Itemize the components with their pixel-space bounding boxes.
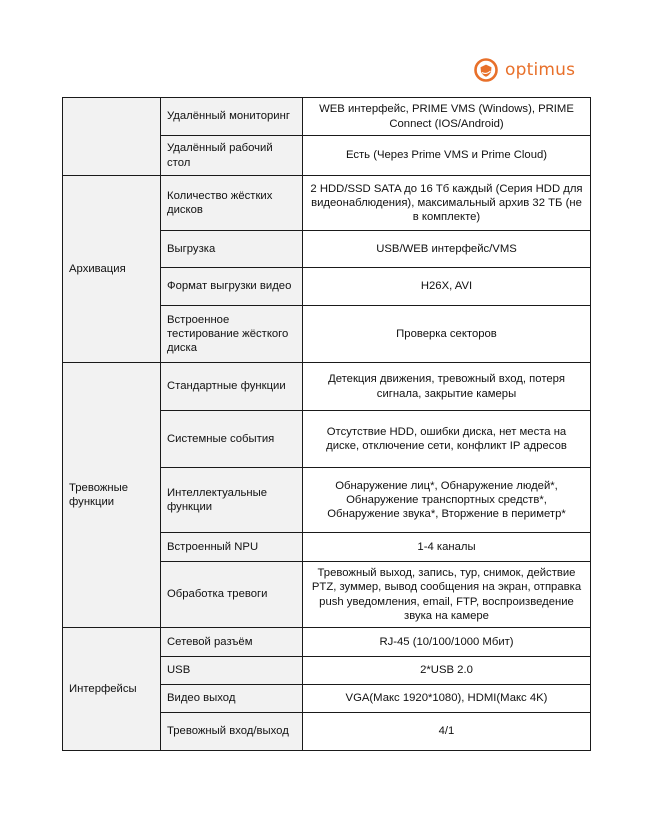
param-value: 2 HDD/SSD SATA до 16 Тб каждый (Серия HDD для видеонаблюдения), максимальный архив 32 ТБ (не в комплекте): [303, 176, 591, 231]
param-value: VGA(Макс 1920*1080), HDMI(Макс 4K): [303, 685, 591, 713]
optimus-shield-logo-icon: [474, 58, 498, 82]
param-value: Детекция движения, тревожный вход, потеря сигнала, закрытие камеры: [303, 363, 591, 411]
param-label: Видео выход: [161, 685, 303, 713]
param-label: USB: [161, 657, 303, 685]
param-value: Проверка секторов: [303, 306, 591, 363]
param-label: Интеллектуальные функции: [161, 468, 303, 533]
param-label: Удалённый мониторинг: [161, 98, 303, 136]
param-label: Удалённый рабочий стол: [161, 136, 303, 176]
param-value: 1-4 каналы: [303, 533, 591, 562]
param-label: Формат выгрузки видео: [161, 268, 303, 306]
param-label: Количество жёстких дисков: [161, 176, 303, 231]
param-value: Есть (Через Prime VMS и Prime Cloud): [303, 136, 591, 176]
group-label-remote: [63, 98, 161, 176]
param-label: Встроенный NPU: [161, 533, 303, 562]
param-value: H26X, AVI: [303, 268, 591, 306]
group-label-archiving: Архивация: [63, 176, 161, 363]
param-value: WEB интерфейс, PRIME VMS (Windows), PRIME Connect (IOS/Android): [303, 98, 591, 136]
brand-name: optimus: [505, 59, 576, 80]
table-row: [63, 98, 591, 136]
param-value: Обнаружение лиц*, Обнаружение людей*, Обнаружение транспортных средств*, Обнаружение звука*, Вторжение в периметр*: [303, 468, 591, 533]
param-value: RJ-45 (10/100/1000 Мбит): [303, 628, 591, 657]
param-value: 2*USB 2.0: [303, 657, 591, 685]
specification-table: [62, 97, 591, 751]
table-row: [63, 628, 591, 657]
param-label: Тревожный вход/выход: [161, 713, 303, 751]
param-label: Сетевой разъём: [161, 628, 303, 657]
param-label: Встроенное тестирование жёсткого диска: [161, 306, 303, 363]
group-label-interfaces: Интерфейсы: [63, 628, 161, 751]
param-value: USB/WEB интерфейс/VMS: [303, 231, 591, 268]
table-row: [63, 363, 591, 411]
param-label: Выгрузка: [161, 231, 303, 268]
table-row: [63, 176, 591, 231]
group-label-alarm-functions: Тревожные функции: [63, 363, 161, 628]
brand-logo: [474, 58, 575, 82]
param-label: Стандартные функции: [161, 363, 303, 411]
param-value: Отсутствие HDD, ошибки диска, нет места на диске, отключение сети, конфликт IP адресов: [303, 411, 591, 468]
param-value: 4/1: [303, 713, 591, 751]
param-label: Системные события: [161, 411, 303, 468]
param-value: Тревожный выход, запись, тур, снимок, действие PTZ, зуммер, вывод сообщения на экран, отправка push уведомления, email, FTP, воспроизведение звука на камере: [303, 562, 591, 628]
param-label: Обработка тревоги: [161, 562, 303, 628]
